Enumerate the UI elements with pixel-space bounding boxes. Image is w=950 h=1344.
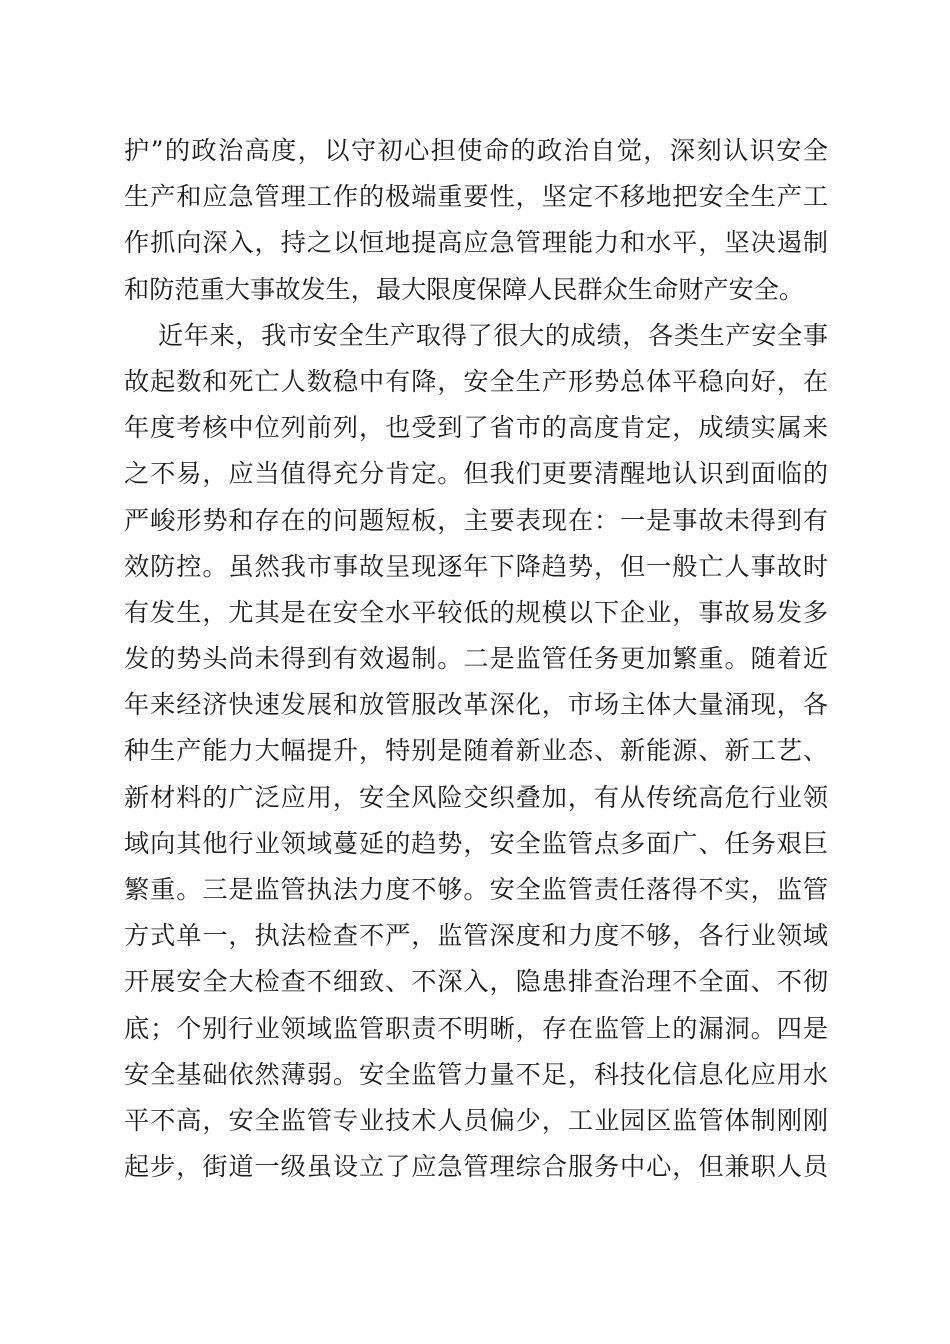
text-line: 种生产能力大幅提升，特别是随着新业态、新能源、新工艺、 — [124, 736, 828, 766]
text-line: 年来经济快速发展和放管服改革深化，市场主体大量涌现，各 — [124, 690, 828, 720]
text-line: 作抓向深入，持之以恒地提高应急管理能力和水平，坚决遏制 — [124, 228, 828, 258]
paragraph-continuation — [124, 128, 828, 313]
text-line: 安全基础依然薄弱。安全监管力量不足，科技化信息化应用水 — [124, 1059, 828, 1089]
text-line: 开展安全大检查不细致、不深入，隐患排查治理不全面、不彻 — [124, 967, 828, 997]
text-line: 护”的政治高度，以守初心担使命的政治自觉，深刻认识安全 — [124, 136, 828, 165]
text-line: 故起数和死亡人数稳中有降，安全生产形势总体平稳向好，在 — [124, 366, 828, 396]
text-line: 近年来，我市安全生产取得了很大的成绩，各类生产安全事 — [158, 320, 828, 350]
text-line: 底；个别行业领域监管职责不明晰，存在监管上的漏洞。四是 — [124, 1013, 828, 1043]
text-line: 生产和应急管理工作的极端重要性，坚定不移地把安全生产工 — [124, 182, 828, 212]
text-line: 之不易，应当值得充分肯定。但我们更要清醒地认识到面临的 — [124, 459, 828, 489]
text-line: 方式单一，执法检查不严，监管深度和力度不够，各行业领域 — [124, 921, 828, 951]
text-line: 和防范重大事故发生，最大限度保障人民群众生命财产安全。 — [124, 274, 805, 304]
text-line: 平不高，安全监管专业技术人员偏少，工业园区监管体制刚刚 — [124, 1105, 828, 1135]
text-line: 起步，街道一级虽设立了应急管理综合服务中心，但兼职人员 — [124, 1152, 828, 1182]
text-line: 发的势头尚未得到有效遏制。二是监管任务更加繁重。随着近 — [124, 644, 828, 674]
text-line: 年度考核中位列前列，也受到了省市的高度肯定，成绩实属来 — [124, 413, 828, 443]
text-line: 域向其他行业领域蔓延的趋势，安全监管点多面广、任务艰巨 — [124, 828, 828, 858]
text-line: 有发生，尤其是在安全水平较低的规模以下企业，事故易发多 — [124, 597, 828, 627]
paragraph-safety-situation — [124, 313, 828, 1191]
text-line: 繁重。三是监管执法力度不够。安全监管责任落得不实，监管 — [124, 875, 828, 904]
text-line: 效防控。虽然我市事故呈现逐年下降趋势，但一般亡人事故时 — [124, 551, 828, 581]
text-line: 严峻形势和存在的问题短板，主要表现在：一是事故未得到有 — [124, 505, 828, 535]
text-line: 新材料的广泛应用，安全风险交织叠加，有从传统高危行业领 — [124, 782, 828, 812]
document-body — [124, 128, 828, 1190]
